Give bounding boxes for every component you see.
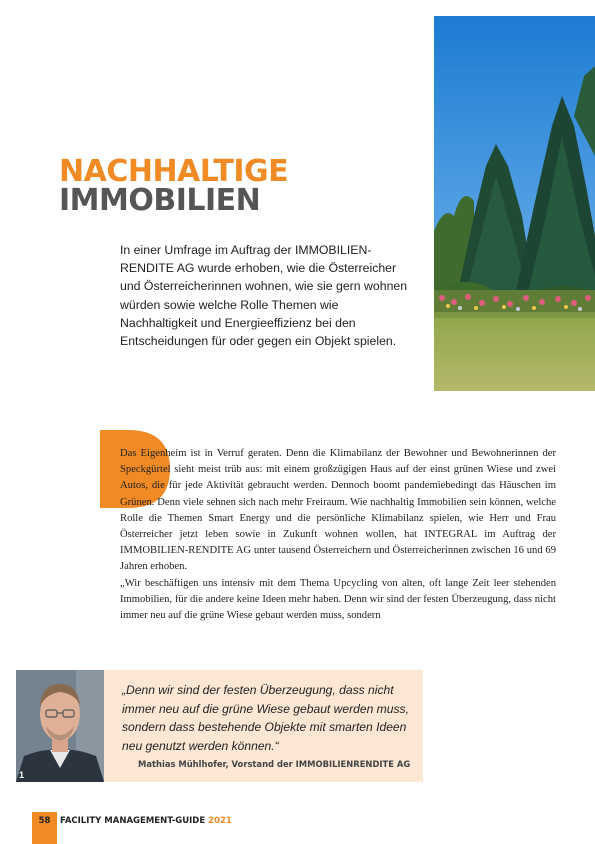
page-number-box: [32, 812, 57, 844]
article-paragraph-1: Das Eigenheim ist in Verruf geraten. Denn die Klimabilanz der Bewohner und Bewohnerinnen der Speckgürtel sieht meist trüb aus: mit einem großzügigen Haus auf der einst grünen Wiese und zwei Autos, die für jede Aktivität gebraucht werden. Dennoch boomt pandemiebedingt das Häuschen im Grünen. Denn viele sehnen sich nach mehr Freiraum. Wie nachhaltig Immobilien sein können, welche Rolle die Themen Smart Energy und die persönliche Klimabilanz spielen, wie Herr und Frau Österreicher jetzt leben sowie in Zukunft wohnen wollen, hat INTEGRAL im Auftrag der IMMOBILIEN-RENDITE AG unter tausend Österreichern und Österreicherinnen zwischen 16 und 69 Jahren erhoben.: [120, 448, 556, 573]
quote-author: Mathias Mühlhofer, Vorstand der IMMOBILIENRENDITE AG: [138, 759, 411, 769]
image-number: 1: [19, 770, 25, 780]
pull-quote: [16, 670, 423, 782]
publication-title: [60, 816, 232, 826]
landscape-photo: [434, 16, 595, 391]
quote-text: „Denn wir sind der festen Überzeugung, dass nicht immer neu auf die grüne Wiese gebaut werden muss, sondern dass bestehende Objekte mit smarten Ideen neu genutzt werden können.“: [122, 683, 409, 753]
publication-name: FACILITY MANAGEMENT-GUIDE: [60, 816, 206, 826]
page-number: 58: [38, 816, 51, 826]
intro-text: In einer Umfrage im Auftrag der IMMOBILIEN-RENDITE AG wurde erhoben, wie die Österreicher und Österreicherinnen wohnen, wie sie gern wohnen würden sowie welche Rolle Themen wie Nachhaltigkeit und Energieeffizienz bei den Entscheidungen für oder gegen ein Objekt spielen.: [120, 243, 408, 349]
title-line-2: IMMOBILIEN: [59, 183, 261, 218]
article-paragraph-2: „Wir beschäftigen uns intensiv mit dem Thema Upcycling von alten, oft lange Zeit leer stehenden Immobilien, für die andere keine Ideen mehr haben. Denn wir sind der festen Überzeugung, dass nicht immer neu auf die grüne Wiese gebaut werden muss, sondern: [120, 577, 556, 622]
portrait-photo: [16, 670, 104, 782]
publication-year: 2021: [208, 816, 232, 826]
article-body: [120, 446, 556, 624]
page-footer: [32, 812, 332, 844]
title-line-1: NACHHALTIGE: [59, 154, 289, 189]
article-title: [59, 154, 289, 218]
